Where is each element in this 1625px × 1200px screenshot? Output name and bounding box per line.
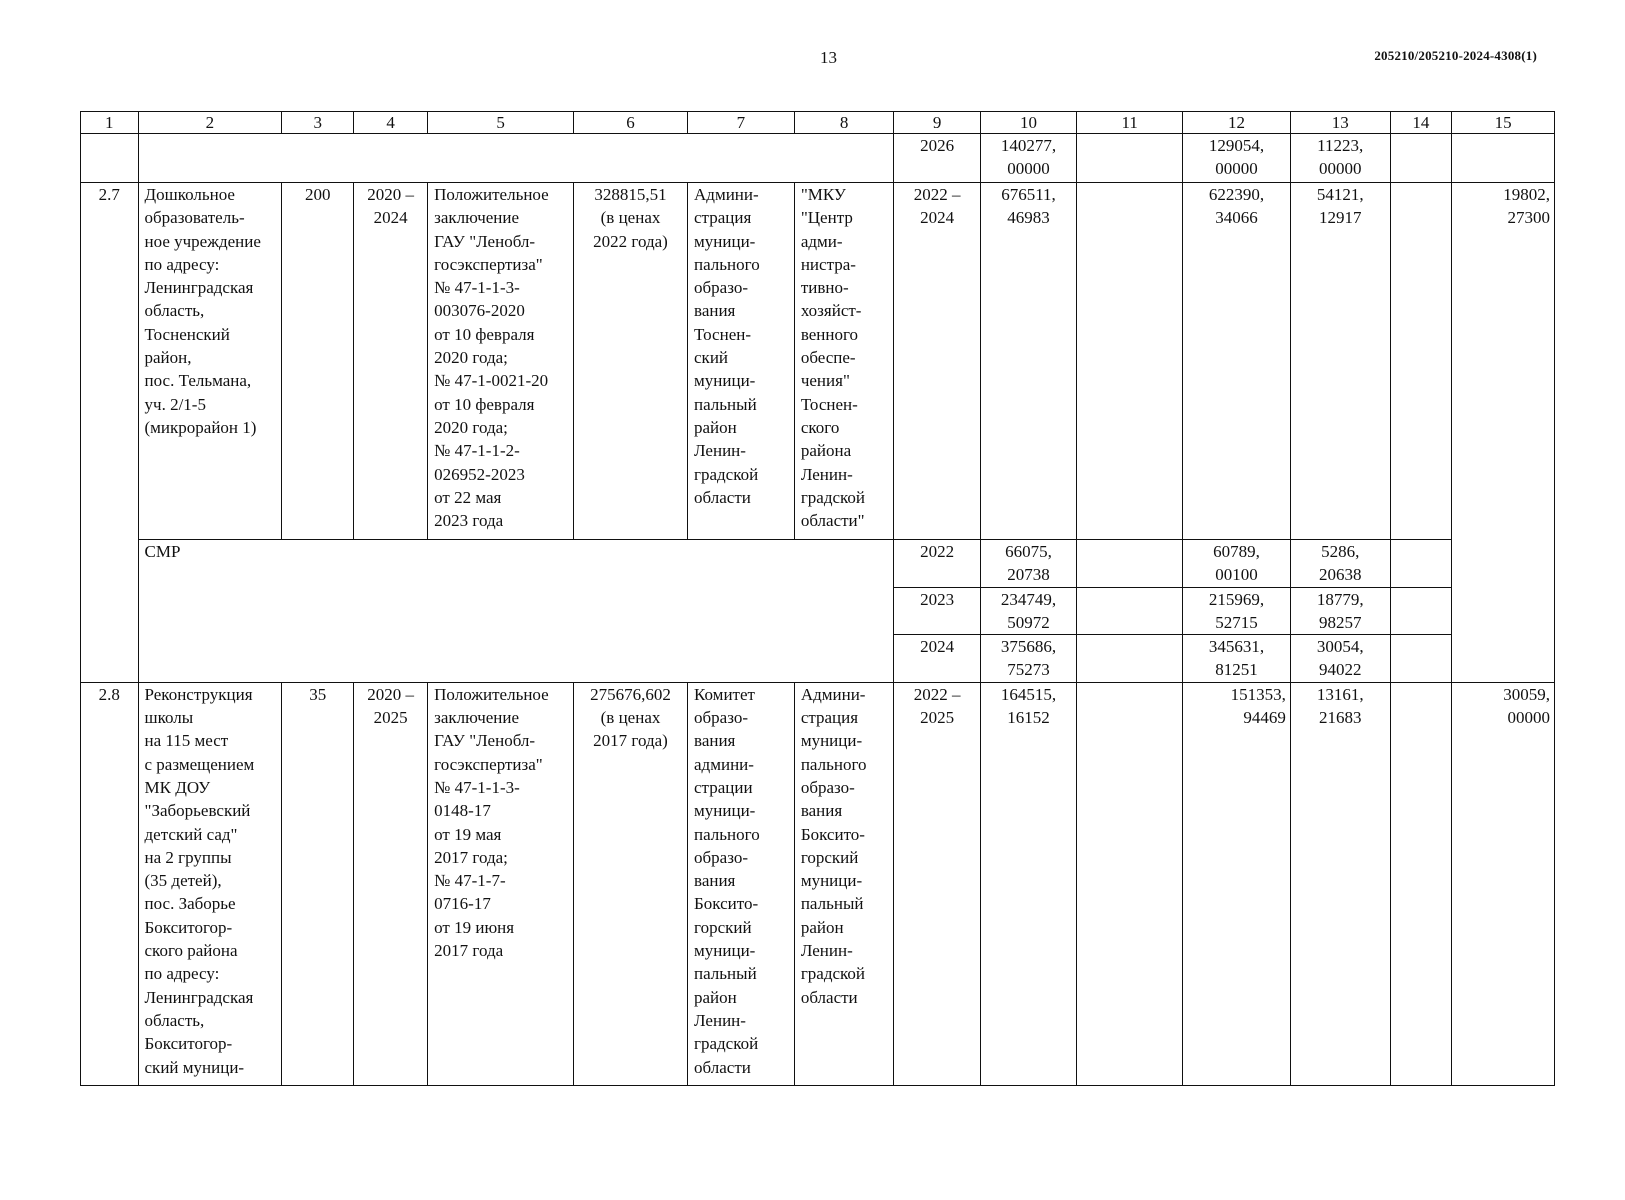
local-cell: 54121, 12917 [1290,183,1390,540]
column-header: 1 [81,112,139,134]
cost-cell: 275676,602 (в ценах 2017 года) [574,682,688,1085]
total-cell: 66075, 20738 [980,540,1077,588]
empty-cell [1077,682,1183,1085]
customer-cell: Комитет образо- вания админи- страции муници- пального образо- вания Боксито- горский муници- пальный район Ленин- градской области [688,682,795,1085]
total-cell: 234749, 50972 [980,587,1077,635]
object-name: Дошкольное образователь- ное учреждение по адресу: Ленинградская область, Тосненский район, пос. Тельмана, уч. 2/1-5 (микрорайон 1) [138,183,282,540]
local-cell: 5286, 20638 [1290,540,1390,588]
smr-row-2022 [81,540,1555,588]
year-cell: 2026 [894,134,980,183]
other-sources-cell: 19802, 27300 [1452,183,1555,683]
smr-label: СМР [138,540,894,683]
expertise-cell: Положительное заключение ГАУ "Ленобл- госэкспертиза" № 47-1-1-3- 003076-2020 от 10 февраля 2020 года; № 47-1-0021-20 от 10 февраля 2020 года; № 47-1-1-2- 026952-2023 от 22 мая 2023 года [428,183,574,540]
empty-cell [1390,183,1452,540]
years-cell: 2022 – 2025 [894,682,980,1085]
regional-cell: 60789, 00100 [1183,540,1291,588]
column-header: 2 [138,112,282,134]
investment-table [80,111,1555,1086]
object-name: Реконструкция школы на 115 мест с размещением МК ДОУ "Заборьевский детский сад" на 2 группы (35 детей), пос. Заборье Бокситогор- ского района по адресу: Ленинградская область, Бокситогор- ский муници- [138,682,282,1085]
local-cell: 30054, 94022 [1290,635,1390,683]
total-cell: 140277, 00000 [980,134,1077,183]
year-cell: 2024 [894,635,980,683]
table-row-2-7 [81,183,1555,540]
other-sources-cell: 30059, 00000 [1452,682,1555,1085]
row-number: 2.8 [81,682,139,1085]
page-number: 13 [820,48,837,67]
empty-cell [138,134,894,183]
empty-cell [1077,183,1183,540]
regional-cell: 129054, 00000 [1183,134,1291,183]
regional-cell: 215969, 52715 [1183,587,1291,635]
period-cell: 2020 – 2024 [354,183,428,540]
capacity-cell: 35 [282,682,354,1085]
column-header: 7 [688,112,795,134]
column-header: 4 [354,112,428,134]
empty-cell [1077,635,1183,683]
customer-cell: Админи- страция муници- пального образо- вания Тоснен- ский муници- пальный район Ленин- градской области [688,183,795,540]
year-cell: 2023 [894,587,980,635]
table-row-2-8 [81,682,1555,1085]
total-cell: 164515, 16152 [980,682,1077,1085]
column-header: 6 [574,112,688,134]
period-cell: 2020 – 2025 [354,682,428,1085]
empty-cell [1077,540,1183,588]
column-header: 11 [1077,112,1183,134]
empty-cell [1390,635,1452,683]
year-cell: 2022 [894,540,980,588]
total-cell: 375686, 75273 [980,635,1077,683]
local-cell: 11223, 00000 [1290,134,1390,183]
column-header: 15 [1452,112,1555,134]
column-header: 3 [282,112,354,134]
regional-cell: 622390, 34066 [1183,183,1291,540]
empty-cell [1390,682,1452,1085]
builder-cell: "МКУ "Центр адми- нистра- тивно- хозяйст- венного обеспе- чения" Тоснен- ского района Ленин- градской области" [794,183,894,540]
column-header: 9 [894,112,980,134]
column-number-row [81,112,1555,134]
empty-cell [1452,134,1555,183]
empty-cell [1390,134,1452,183]
local-cell: 18779, 98257 [1290,587,1390,635]
empty-cell [1390,540,1452,588]
column-header: 14 [1390,112,1452,134]
row-number: 2.7 [81,183,139,683]
local-cell: 13161, 21683 [1290,682,1390,1085]
regional-cell: 151353, 94469 [1183,682,1291,1085]
empty-cell [1077,587,1183,635]
column-header: 10 [980,112,1077,134]
expertise-cell: Положительное заключение ГАУ "Ленобл- госэкспертиза" № 47-1-1-3- 0148-17 от 19 мая 2017 года; № 47-1-7- 0716-17 от 19 июня 2017 года [428,682,574,1085]
column-header: 13 [1290,112,1390,134]
cost-cell: 328815,51 (в ценах 2022 года) [574,183,688,540]
table-row-2026 [81,134,1555,183]
empty-cell [1077,134,1183,183]
column-header: 5 [428,112,574,134]
empty-cell [1390,587,1452,635]
column-header: 12 [1183,112,1291,134]
capacity-cell: 200 [282,183,354,540]
total-cell: 676511, 46983 [980,183,1077,540]
empty-cell [81,134,139,183]
column-header: 8 [794,112,894,134]
years-cell: 2022 – 2024 [894,183,980,540]
builder-cell: Админи- страция муници- пального образо- вания Боксито- горский муници- пальный район Ленин- градской области [794,682,894,1085]
document-reference: 205210/205210-2024-4308(1) [1374,48,1537,63]
regional-cell: 345631, 81251 [1183,635,1291,683]
